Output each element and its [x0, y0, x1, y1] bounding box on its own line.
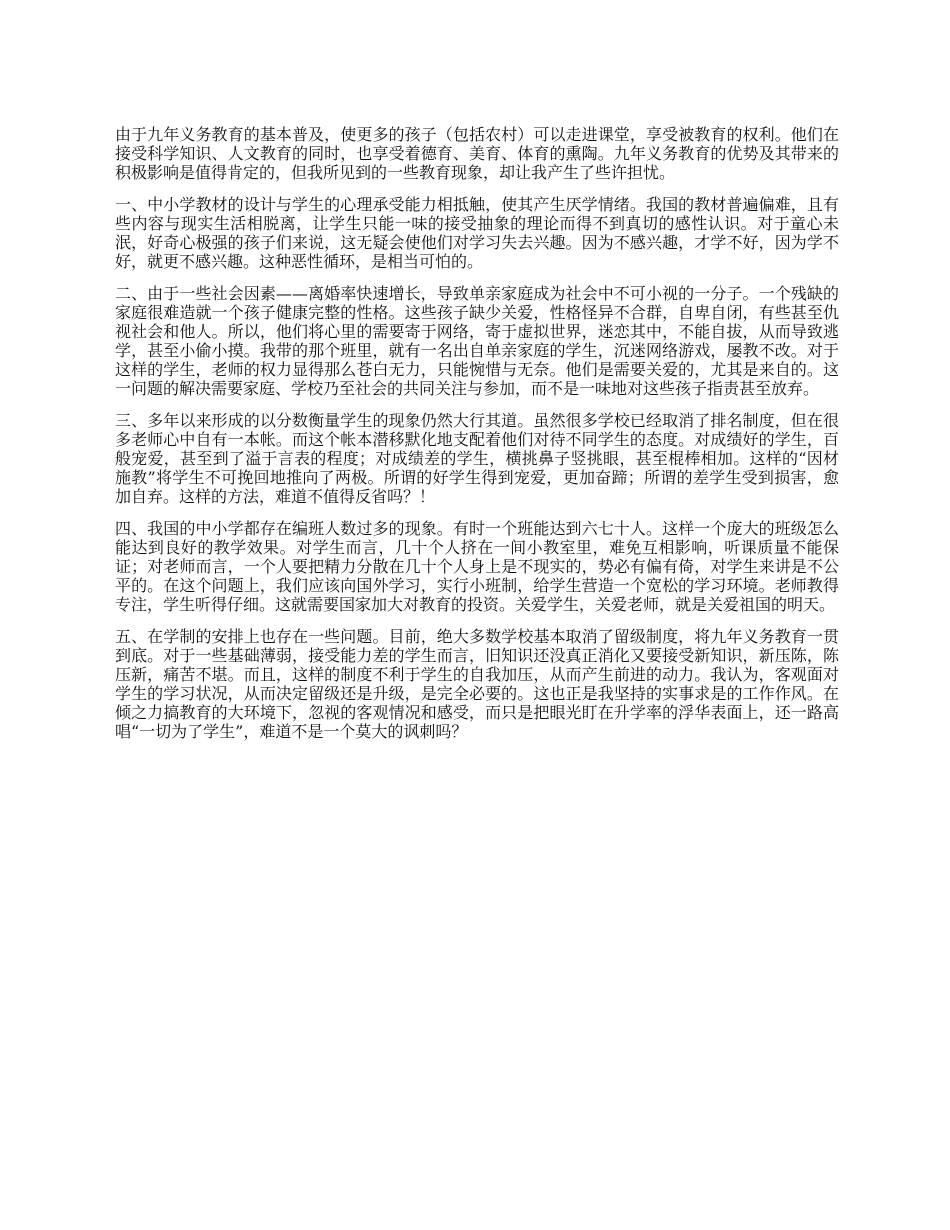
document-page [115, 125, 839, 754]
paragraph-point-1: 一、中小学教材的设计与学生的心理承受能力相抵触，使其产生厌学情绪。我国的教材普遍偏难，且有些内容与现实生活相脱离，让学生只能一味的接受抽象的理论而得不到真切的感性认识。对于童心未泯，好奇心极强的孩子们来说，这无疑会使他们对学习失去兴趣。因为不感兴趣，才学不好，因为学不好，就更不感兴趣。这种恶性循环，是相当可怕的。 [115, 195, 839, 271]
paragraph-point-5: 五、在学制的安排上也存在一些问题。目前，绝大多数学校基本取消了留级制度，将九年义务教育一贯到底。对于一些基础薄弱，接受能力差的学生而言，旧知识还没真正消化又要接受新知识，新压陈，陈压新，痛苦不堪。而且，这样的制度不利于学生的自我加压，从而产生前进的动力。我认为，客观面对学生的学习状况，从而决定留级还是升级，是完全必要的。这也正是我坚持的实事求是的工作作风。在倾之力搞教育的大环境下，忽视的客观情况和感受，而只是把眼光盯在升学率的浮华表面上，还一路高唱“一切为了学生”，难道不是一个莫大的讽刺吗？ [115, 627, 839, 741]
paragraph-point-2: 二、由于一些社会因素——离婚率快速增长，导致单亲家庭成为社会中不可小视的一分子。一个残缺的家庭很难造就一个孩子健康完整的性格。这些孩子缺少关爱，性格怪异不合群，自卑自闭，有些甚至仇视社会和他人。所以，他们将心里的需要寄于网络，寄于虚拟世界，迷恋其中，不能自拔，从而导致逃学，甚至小偷小摸。我带的那个班里，就有一名出自单亲家庭的学生，沉迷网络游戏，屡教不改。对于这样的学生，老师的权力显得那么苍白无力，只能惋惜与无奈。他们是需要关爱的，尤其是来自的。这一问题的解决需要家庭、学校乃至社会的共同关注与参加，而不是一味地对这些孩子指责甚至放弃。 [115, 284, 839, 398]
paragraph-point-3: 三、多年以来形成的以分数衡量学生的现象仍然大行其道。虽然很多学校已经取消了排名制度，但在很多老师心中自有一本帐。而这个帐本潜移默化地支配着他们对待不同学生的态度。对成绩好的学生，百般宠爱，甚至到了溢于言表的程度；对成绩差的学生，横挑鼻子竖挑眼，甚至棍棒相加。这样的“因材施教”将学生不可挽回地推向了两极。所谓的好学生得到宠爱，更加奋蹄；所谓的差学生受到损害，愈加自弃。这样的方法，难道不值得反省吗？！ [115, 411, 839, 506]
paragraph-point-4: 四、我国的中小学都存在编班人数过多的现象。有时一个班能达到六七十人。这样一个庞大的班级怎么能达到良好的教学效果。对学生而言，几十个人挤在一间小教室里，难免互相影响，听课质量不能保证；对老师而言，一个人要把精力分散在几十个人身上是不现实的，势必有偏有倚，对学生来讲是不公平的。在这个问题上，我们应该向国外学习，实行小班制，给学生营造一个宽松的学习环境。老师教得专注，学生听得仔细。这就需要国家加大对教育的投资。关爱学生，关爱老师，就是关爱祖国的明天。 [115, 519, 839, 614]
paragraph-intro: 由于九年义务教育的基本普及，使更多的孩子（包括农村）可以走进课堂，享受被教育的权利。他们在接受科学知识、人文教育的同时，也享受着德育、美育、体育的熏陶。九年义务教育的优势及其带来的积极影响是值得肯定的，但我所见到的一些教育现象，却让我产生了些许担忧。 [115, 125, 839, 182]
